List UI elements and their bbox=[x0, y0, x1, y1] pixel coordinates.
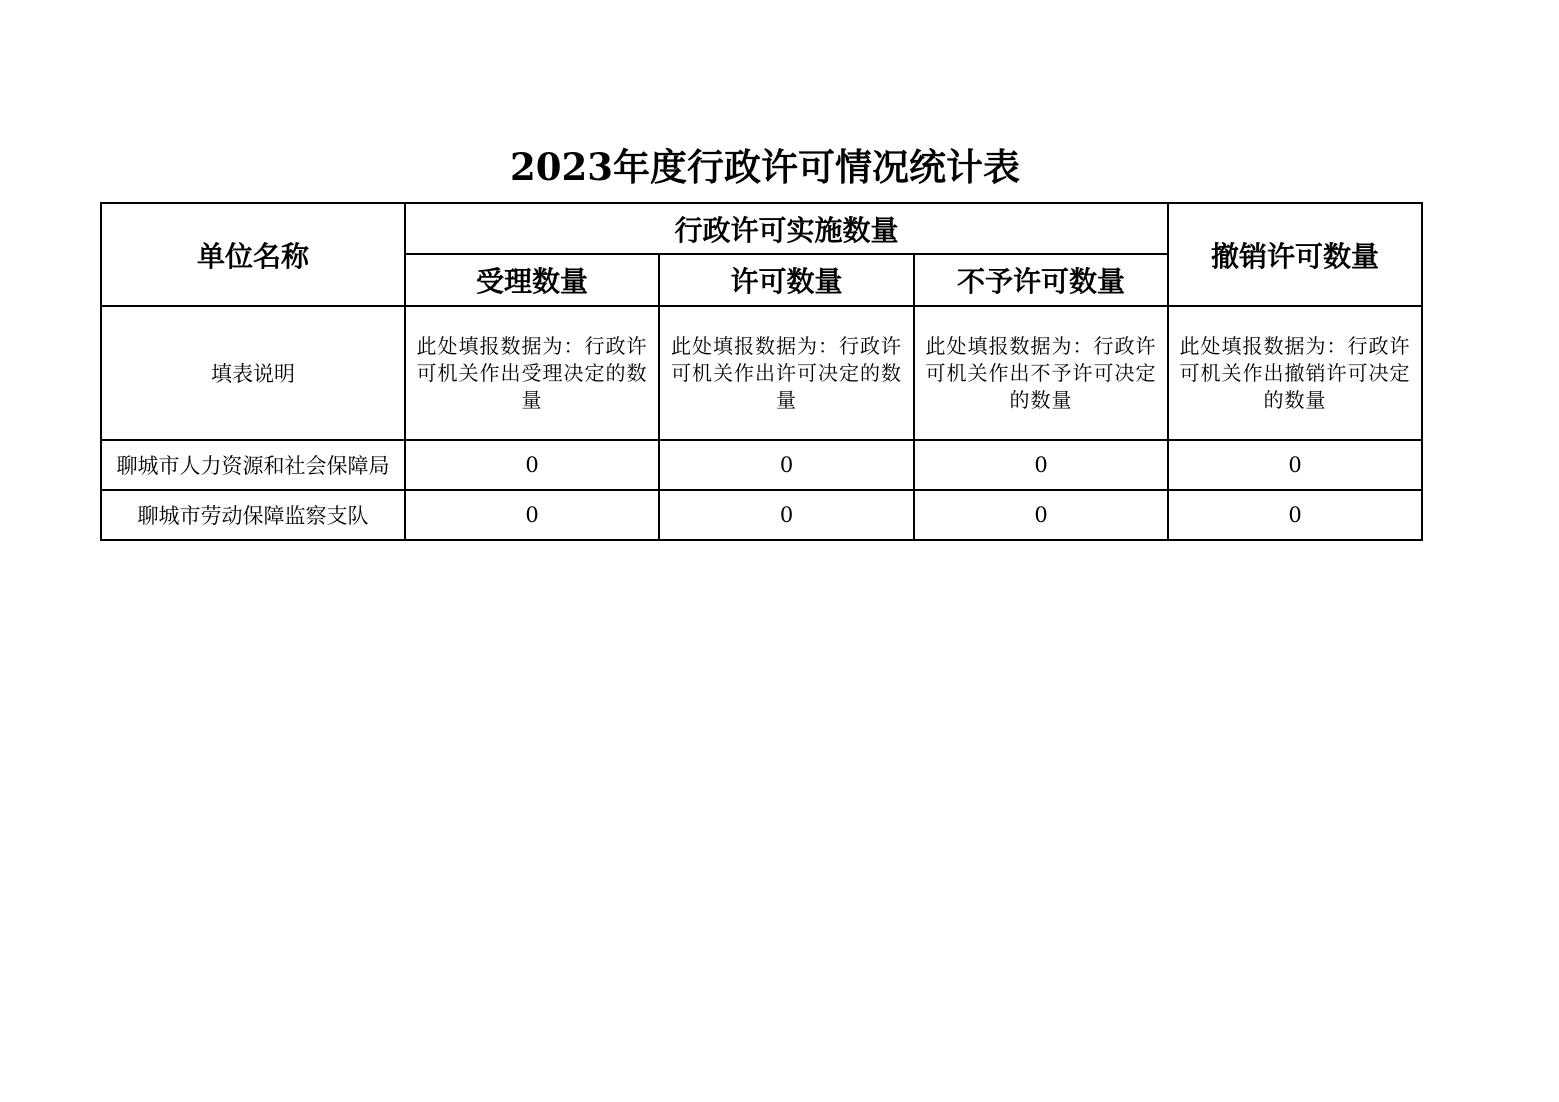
revoked-cell: 0 bbox=[1168, 440, 1422, 490]
instruction-denied-text: 此处填报数据为：行政许可机关作出不予许可决定的数量 bbox=[925, 333, 1157, 412]
accepted-cell: 0 bbox=[405, 440, 659, 490]
statistics-table bbox=[100, 202, 1423, 541]
unit-name-cell: 聊城市人力资源和社会保障局 bbox=[101, 440, 405, 490]
instruction-row bbox=[101, 306, 1422, 440]
instruction-denied bbox=[914, 306, 1168, 440]
instruction-label: 填表说明 bbox=[101, 306, 405, 440]
instruction-granted bbox=[659, 306, 914, 440]
table-row bbox=[101, 490, 1422, 540]
instruction-accepted-text: 此处填报数据为：行政许可机关作出受理决定的数量 bbox=[416, 333, 648, 412]
unit-name-cell: 聊城市劳动保障监察支队 bbox=[101, 490, 405, 540]
instruction-accepted bbox=[405, 306, 659, 440]
denied-cell: 0 bbox=[914, 440, 1168, 490]
page-title: 2023年度行政许可情况统计表 bbox=[510, 145, 1020, 189]
instruction-revoked-text: 此处填报数据为：行政许可机关作出撤销许可决定的数量 bbox=[1179, 333, 1411, 412]
revoked-cell: 0 bbox=[1168, 490, 1422, 540]
accepted-cell: 0 bbox=[405, 490, 659, 540]
instruction-revoked bbox=[1168, 306, 1422, 440]
header-denied: 不予许可数量 bbox=[914, 254, 1168, 306]
granted-cell: 0 bbox=[659, 490, 914, 540]
instruction-granted-text: 此处填报数据为：行政许可机关作出许可决定的数量 bbox=[671, 333, 902, 412]
header-unit-name: 单位名称 bbox=[101, 203, 405, 306]
denied-cell: 0 bbox=[914, 490, 1168, 540]
header-row-1 bbox=[101, 203, 1422, 254]
table-row bbox=[101, 440, 1422, 490]
header-implementation-group: 行政许可实施数量 bbox=[405, 203, 1168, 254]
header-accepted: 受理数量 bbox=[405, 254, 659, 306]
granted-cell: 0 bbox=[659, 440, 914, 490]
header-granted: 许可数量 bbox=[659, 254, 914, 306]
header-revoked: 撤销许可数量 bbox=[1168, 203, 1422, 306]
